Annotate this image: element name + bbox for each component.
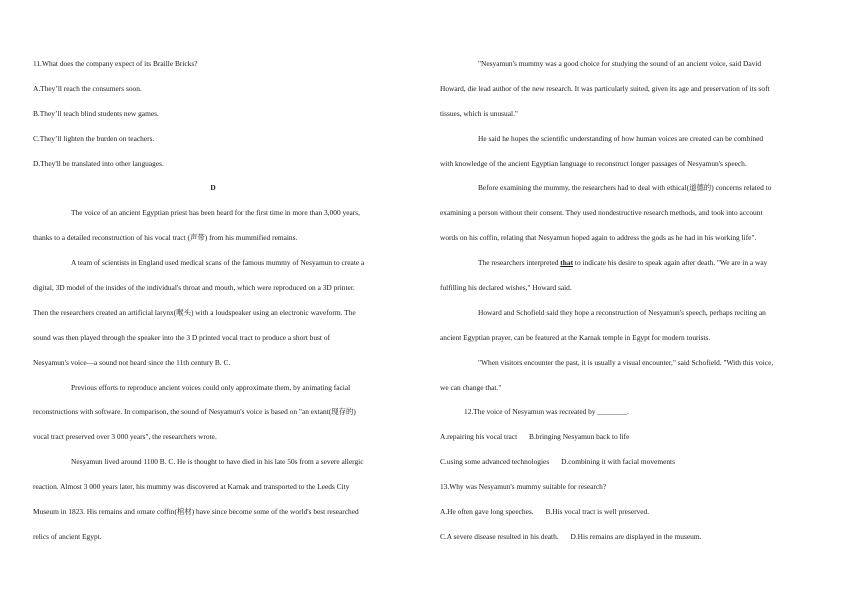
- passage-line: "Nesyamun's mummy was a good choice for studying the sound of an ancient voice, said David: [478, 59, 762, 68]
- option-13-d: D.His remains are displayed in the museum.: [570, 531, 702, 541]
- passage-line: Howard and Schofield said they hope a reconstruction of Nesyamun's speech, perhaps reciting an: [478, 307, 766, 317]
- passage-line: He said he hopes the scientific understanding of how human voices are created can be combined: [478, 133, 764, 143]
- passage-line: "When visitors encounter the past, it is usually a visual encounter," said Schofield. "With this voice,: [478, 357, 774, 367]
- option-11-a: A.They’ll reach the consumers soon.: [33, 83, 142, 93]
- option-13-a: A.He often gave long speeches.: [440, 507, 534, 517]
- section-title: D: [210, 183, 216, 193]
- option-12-c: C.using some advanced technologies: [440, 457, 550, 467]
- option-11-c: C.They’ll lighten the burden on teachers.: [33, 133, 155, 143]
- passage-line: fulfilling his declared wishes," Howard said.: [440, 283, 572, 293]
- passage-line: sound was then played through the speaker into the 3 D printed vocal tract to produce a short bust of: [33, 332, 330, 342]
- passage-line: with knowledge of the ancient Egyptian language to reconstruct longer passages of Nesyamun's speech.: [440, 158, 747, 168]
- passage-line: reconstructions with software. In comparison, the sound of Nesyamun's voice is based on "an extant(现存的): [33, 407, 356, 417]
- passage-line: thanks to a detailed reconstruction of his vocal tract (声带) from his mummified remains.: [33, 233, 298, 243]
- passage-line: digital, 3D model of the insides of the individual's throat and mouth, which were reproduced on a 3D printer.: [33, 283, 355, 293]
- passage-line: The voice of an ancient Egyptian priest has been heard for the first time in more than 3,000 years,: [71, 208, 360, 218]
- option-12-b: B.bringing Nesyamun back to life: [529, 432, 630, 442]
- passage-line: Museum in 1823. His remains and ornate coffin(棺材) have since become some of the world's best researched: [33, 507, 359, 517]
- passage-line: vocal tract preserved over 3 000 years", the researchers wrote.: [33, 432, 217, 442]
- option-11-b: B.They’ll teach blind students new games.: [33, 108, 159, 118]
- passage-line: Before examining the mummy, the researchers had to deal with ethical(道德的) concerns related to: [478, 183, 772, 193]
- passage-line: tissues, which is unusual.": [440, 108, 518, 118]
- passage-line: Previous efforts to reproduce ancient voices could only approximate them, by animating facial: [71, 382, 351, 392]
- passage-line: reaction. Almost 3 000 years later, his mummy was discovered at Karnak and transported to the Leeds City: [33, 482, 350, 492]
- option-11-d: D.They'll be translated into other languages.: [33, 158, 164, 168]
- passage-line: words on his coffin, relating that Nesyamun hoped again to address the gods as he had in his working life".: [440, 233, 757, 243]
- passage-line: Howard, die lead author of the new research. It was particularly suited, given its age and preservation of its soft: [440, 83, 770, 93]
- passage-text: to indicate his desire to speak again after death. "We are in a way: [574, 258, 768, 268]
- passage-line: Nesyamun lived around 1100 B. C. He is thought to have died in his late 50s from a severe allergic: [71, 457, 364, 467]
- question-11: 11.What does the company expect of its Braille Bricks?: [33, 59, 198, 68]
- option-13-b: B.His vocal tract is well preserved.: [545, 507, 650, 517]
- option-13-c: C.A severe disease resulted in his death.: [440, 531, 559, 541]
- option-12-d: D.combining it with facial movements: [561, 457, 675, 467]
- options-13-row-1: [440, 500, 812, 525]
- options-12-row-2: [440, 450, 812, 475]
- passage-text: The researchers interpreted: [478, 258, 559, 268]
- passage-line: A team of scientists in England used medical scans of the famous mummy of Nesyamun to create a: [71, 258, 365, 268]
- options-13-row-2: [440, 525, 812, 550]
- question-13: 13.Why was Nesyamun's mummy suitable for research?: [440, 482, 607, 492]
- passage-line: Then the researchers created an artificial larynx(喉头) with a loudspeaker using an electronic waveform. The: [33, 307, 356, 317]
- underlined-word: that: [560, 258, 574, 268]
- passage-line: we can change that.": [440, 382, 502, 392]
- passage-line: examining a person without their consent. They used nondestructive research methods, and took into account: [440, 208, 763, 218]
- passage-line-with-underline: [440, 251, 812, 276]
- passage-line: relics of ancient Egypt.: [33, 531, 102, 541]
- option-12-a: A.repairing his vocal tract: [440, 432, 518, 442]
- right-column: [440, 52, 812, 550]
- left-column: [33, 52, 393, 550]
- options-12-row-1: [440, 425, 812, 450]
- passage-line: Nesyamun's voice—a sound not heard since the 11th century B. C.: [33, 357, 231, 367]
- question-12: 12.The voice of Nesyamun was recreated by ________.: [464, 407, 629, 417]
- passage-line: ancient Egyptian prayer, can be featured at the Karnak temple in Egypt for modern tourists.: [440, 332, 711, 342]
